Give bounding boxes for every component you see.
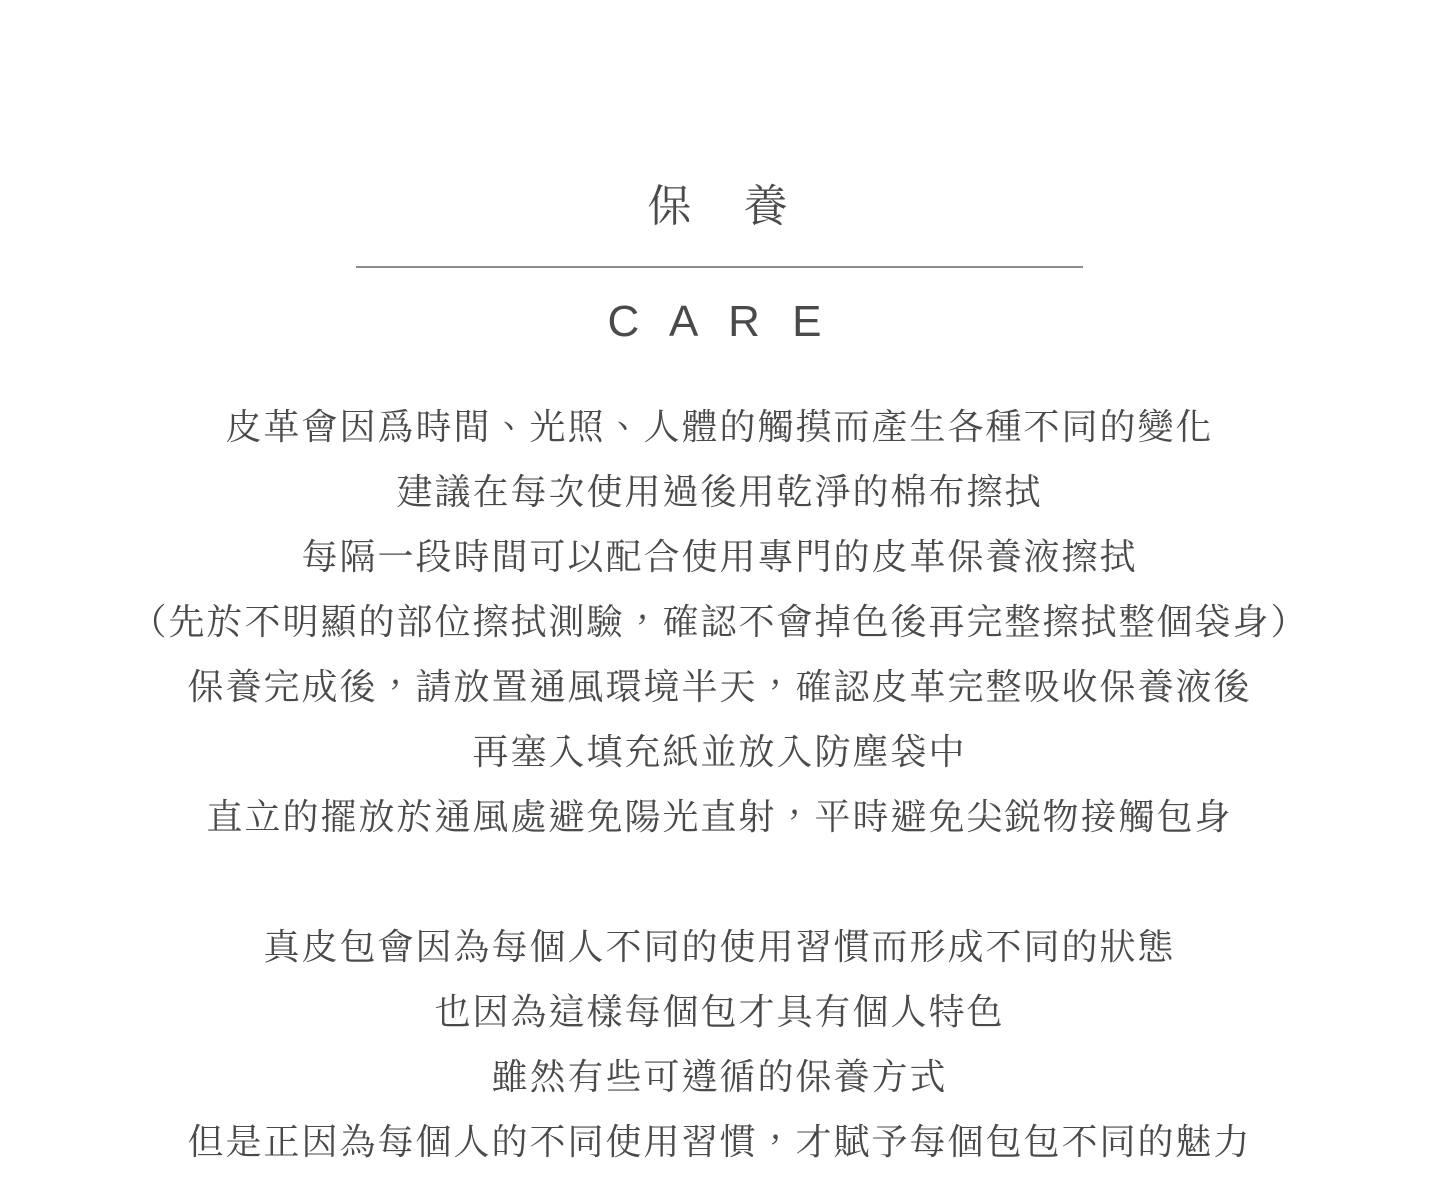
section-title-chinese: 保 養 [647,182,792,231]
care-instruction-line: 直立的擺放於通風處避免陽光直射，平時避免尖鋭物接觸包身 [206,796,1233,837]
care-note-line: 也因為這樣每個包才具有個人特色 [434,991,1005,1032]
care-instruction-line: 再塞入填充紙並放入防塵袋中 [472,731,967,772]
section-title-english: C A R E [607,297,832,346]
care-instruction-line: 建議在每次使用過後用乾淨的棉布擦拭 [396,471,1043,512]
care-instruction-line: （先於不明顯的部位擦拭測驗，確認不會掉色後再完整擦拭整個袋身） [130,601,1309,642]
care-instructions-paragraph [0,394,1439,849]
care-instruction-line: 皮革會因爲時間、光照、人體的觸摸而產生各種不同的變化 [225,406,1214,447]
title-divider-line [356,266,1083,268]
care-note-line: 雖然有些可遵循的保養方式 [491,1056,948,1097]
care-instruction-line: 每隔一段時間可以配合使用專門的皮革保養液擦拭 [301,536,1138,577]
care-note-line: 但是正因為每個人的不同使用習慣，才賦予每個包包不同的魅力 [187,1121,1252,1162]
care-note-line: 真皮包會因為每個人不同的使用習慣而形成不同的狀態 [263,926,1176,967]
care-instruction-line: 保養完成後，請放置通風環境半天，確認皮革完整吸收保養液後 [187,666,1252,707]
care-character-paragraph [0,914,1439,1174]
